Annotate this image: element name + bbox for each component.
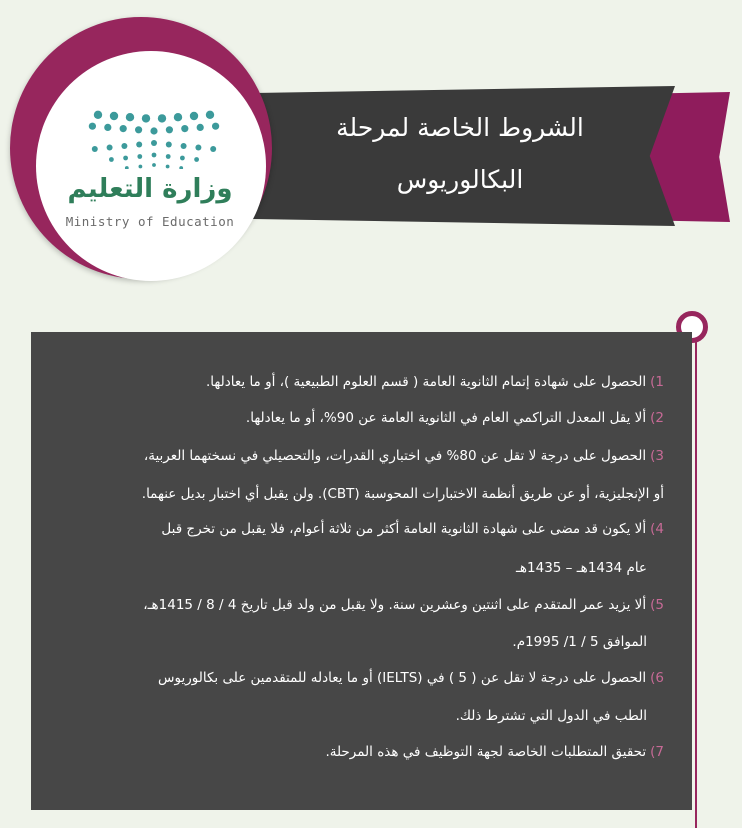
logo-dot (89, 123, 96, 130)
condition-text: ألا يكون قد مضى على شهادة الثانوية العامة أكثر من ثلاثة أعوام، فلا يقبل من تخرج قبل (161, 521, 647, 537)
condition-item-4 (64, 519, 664, 539)
logo-dot (109, 157, 114, 162)
logo-dot (174, 113, 182, 121)
logo-dot (137, 154, 142, 159)
logo-dot (206, 111, 214, 119)
page-title (270, 102, 650, 212)
logo-english-text: Ministry of Education (65, 214, 235, 229)
logo-dot (92, 146, 98, 152)
logo-dot (195, 145, 201, 151)
logo-dot (158, 114, 166, 122)
condition-number: 5) (650, 597, 664, 613)
condition-item-5 (64, 595, 664, 615)
condition-text: تحقيق المتطلبات الخاصة لجهة التوظيف في هذه المرحلة. (325, 744, 647, 760)
logo-dot (180, 156, 185, 161)
logo-dot (107, 145, 113, 151)
condition-number: 1) (650, 374, 664, 390)
condition-item-7 (64, 742, 664, 762)
condition-number: 2) (650, 410, 664, 426)
page-title-line-2: البكالوريوس (396, 165, 524, 194)
condition-item-6 (64, 668, 664, 688)
logo-dot (152, 163, 156, 167)
logo-dot (126, 113, 134, 121)
condition-item-2 (64, 408, 664, 428)
logo-dot (121, 143, 127, 149)
logo-dot (179, 166, 183, 169)
logo-dot (136, 142, 142, 148)
logo-dot (151, 140, 157, 146)
logo-dot (190, 112, 198, 120)
logo-dot (194, 157, 199, 162)
logo-dot (135, 126, 142, 133)
logo-dot (181, 143, 187, 149)
logo-dot (152, 153, 157, 158)
logo-dot (166, 126, 173, 133)
logo-dot (125, 166, 129, 169)
logo-dot (110, 112, 118, 120)
condition-number: 7) (650, 744, 664, 760)
logo-badge (10, 17, 272, 279)
condition-text: الحصول على درجة لا تقل عن 80% في اختباري القدرات، والتحصيلي في نسختهما العربية، (143, 448, 647, 464)
logo-dot (104, 124, 111, 131)
timeline-line (695, 333, 697, 828)
logo-dot (212, 123, 219, 130)
condition-item-1 (64, 372, 664, 392)
condition-item-4-cont (47, 558, 647, 578)
ministry-logo-icon (74, 109, 234, 169)
condition-number: 3) (650, 448, 664, 464)
condition-item-6-cont (47, 706, 647, 726)
logo-dot (94, 111, 102, 119)
condition-text: الحصول على شهادة إتمام الثانوية العامة ( قسم العلوم الطبيعية )، أو ما يعادلها. (206, 374, 647, 390)
condition-text: أو الإنجليزية، أو عن طريق أنظمة الاختبارات المحوسبة (CBT). ولن يقبل أي اختبار بديل عنهما. (141, 486, 664, 502)
condition-number: 4) (650, 521, 664, 537)
condition-item-3 (64, 446, 664, 466)
condition-text: ألا يقل المعدل التراكمي العام في الثانوية العامة عن 90%، أو ما يعادلها. (245, 410, 647, 426)
condition-text: الموافق 5 / 1/ 1995م. (512, 634, 647, 650)
condition-text: الحصول على درجة لا تقل عن ( 5 ) في (IELTS) أو ما يعادله للمتقدمين على بكالوريوس (158, 670, 647, 686)
logo-dot (142, 114, 150, 122)
condition-text: الطب في الدول التي تشترط ذلك. (455, 708, 647, 724)
logo-arabic-text: وزارة التعليم (67, 174, 233, 204)
condition-item-5-cont (47, 632, 647, 652)
page-title-line-1: الشروط الخاصة لمرحلة (336, 113, 584, 142)
logo-dot (139, 165, 143, 169)
logo-dot (150, 127, 157, 134)
logo-dot (166, 165, 170, 169)
logo-dot (120, 125, 127, 132)
condition-item-3-cont (64, 484, 664, 504)
conditions-panel (31, 332, 692, 810)
logo-dot (166, 154, 171, 159)
logo-dot (166, 142, 172, 148)
logo-dot (210, 146, 216, 152)
logo-dot (181, 125, 188, 132)
logo-dot (197, 124, 204, 131)
condition-number: 6) (650, 670, 664, 686)
condition-text: ألا يزيد عمر المتقدم على اثنتين وعشرين سنة. ولا يقبل من ولد قبل تاريخ 4 / 8 / 1415هـ، (143, 597, 647, 613)
condition-text: عام 1434هـ – 1435هـ (515, 560, 647, 576)
logo-dot (123, 156, 128, 161)
